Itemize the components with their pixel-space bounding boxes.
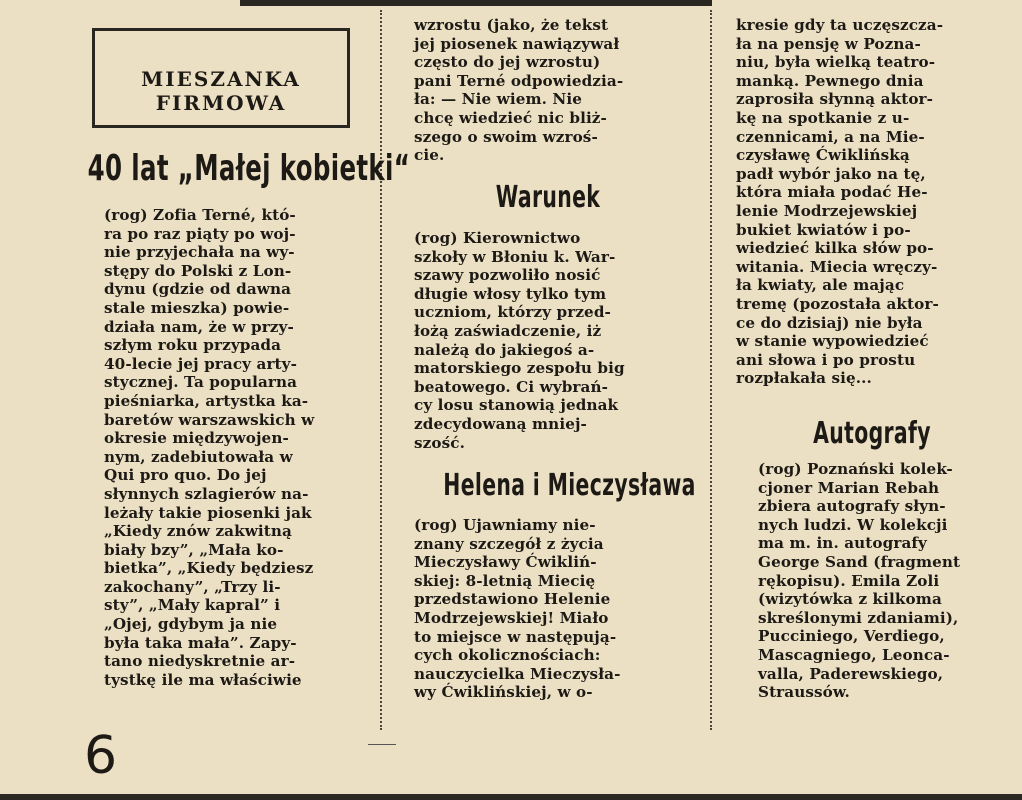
headline-terne: 40 lat „Małej kobietki“ — [87, 148, 411, 189]
section-box — [92, 28, 350, 128]
headline-helena: Helena i Mieczysława — [443, 468, 696, 503]
top-rule — [240, 0, 712, 6]
column-divider-2 — [710, 10, 712, 730]
column-divider-1 — [380, 10, 382, 730]
article-helena-part1: (rog) Ujawniamy nie- znany szczegół z życia Mieczysławy Ćwikliń- skiej: 8-letnią Miecię przedstawiono Helenie Modrzejewskiej! Miało to miejsce w następują- cych okolicznościach: nauczycielka Mieczysła- wy Ćwiklińskiej, w o- — [414, 516, 621, 702]
article-warunek: (rog) Kierownictwo szkoły w Błoniu k. War- szawy pozwoliło nosić długie włosy tylko tym uczniom, którzy przed- łożą zaświadczenie, iż należą do jakiegoś a- matorskiego zespołu big beatowego. Ci wybrań- cy losu stanowią jednak zdecydowaną mniej- szość. — [414, 229, 625, 452]
article-terne-part2: wzrostu (jako, że tekst jej piosenek nawiązywał często do jej wzrostu) pani Terné odpowiedzia- ła: — Nie wiem. Nie chcę wiedzieć nic bliż- szego o swoim wzroś- cie. — [414, 16, 624, 165]
article-helena-part2: kresie gdy ta uczęszcza- ła na pensję w Pozna- niu, była wielką teatro- manką. Pewnego dnia zaprosiła słynną aktor- kę na spotkanie z u- czennicami, a na Mie- czysławę Ćwiklińską padł wybór jako na tę, która miała podać He- lenie Modrzejewskiej bukiet kwiatów i po- wiedzieć kilka słów po- witania. Miecia wręczy- ła kwiaty, ale mając tremę (pozostała aktor- ce do dzisiaj) nie była w stanie wypowiedzieć ani słowa i po prostu rozpłakała się... — [736, 16, 944, 388]
section-title: MIESZANKA FIRMOWA — [141, 67, 301, 115]
footer-dash — [368, 744, 396, 745]
headline-autografy: Autografy — [813, 416, 931, 451]
article-terne-part1: (rog) Zofia Terné, któ- ra po raz piąty po woj- nie przyjechała na wy- stępy do Polski z Lon- dynu (gdzie od dawna stale mieszka) powie- działa nam, że w przy- szłym roku przypada 40-lecie jej pracy arty- stycznej. Ta popularna pieśniarka, artystka ka- baretów warszawskich w okresie międzywojen- nym, zadebiutowała w Qui pro quo. Do jej słynnych szlagierów na- leżały takie piosenki jak „Kiedy znów zakwitną biały bzy”, „Mała ko- bietka”, „Kiedy będziesz zakochany”, „Trzy li- sty”, „Mały kapral” i „Ojej, gdybym ja nie była taka mała”. Zapy- tano niedyskretnie ar- tystkę ile ma właściwie — [104, 206, 315, 689]
headline-warunek: Warunek — [495, 180, 601, 215]
bottom-band — [0, 794, 1022, 800]
page-number: 6 — [84, 726, 118, 786]
article-autografy: (rog) Poznański kolek- cjoner Marian Rebah zbiera autografy słyn- nych ludzi. W kolekcji ma m. in. autografy George Sand (fragment rękopisu). Emila Zoli (wizytówka z kilkoma skreślonymi zdaniami), Pucciniego, Verdiego, Mascagniego, Leonca- valla, Paderewskiego, Straussów. — [758, 460, 961, 702]
